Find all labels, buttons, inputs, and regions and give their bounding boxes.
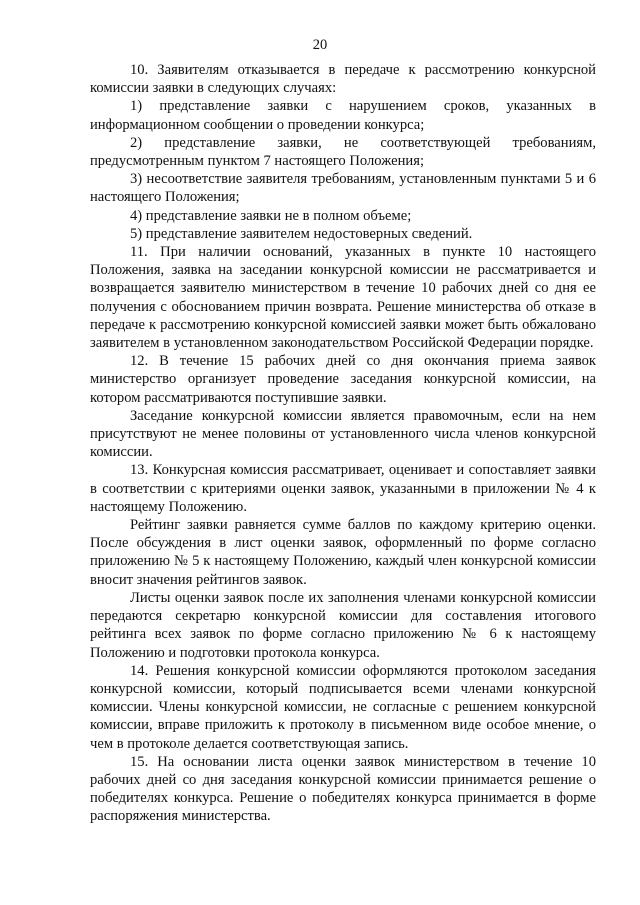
list-item-10-5: 5) представление заявителем недостоверных сведений. (130, 225, 473, 242)
paragraph-14: 14. Решения конкурсной комиссии оформляются протоколом заседания конкурсной комиссии, который подписывается всеми членами конкурсной комиссии. Члены конкурсной комиссии, не согласные с решением конкурсной комиссии, вправе приложить к протоколу в письменном виде особое мнение, о чем в протоколе делается соответствующая запись. (90, 662, 596, 752)
list-item-10-3: 3) несоответствие заявителя требованиям, установленным пунктами 5 и 6 настоящего Положения; (90, 171, 596, 206)
list-item-10-1: 1) представление заявки с нарушением сроков, указанных в информационном сообщении о проведении конкурса; (90, 98, 596, 133)
paragraph-13: 13. Конкурсная комиссия рассматривает, оценивает и сопоставляет заявки в соответствии с критериями оценки заявок, указанными в приложении № 4 к настоящему Положению. (90, 462, 596, 515)
paragraph-12: 12. В течение 15 рабочих дней со дня окончания приема заявок министерство организует проведение заседания конкурсной комиссии, на котором рассматриваются поступившие заявки. (90, 353, 596, 406)
paragraph-13-sheets: Листы оценки заявок после их заполнения членами конкурсной комиссии передаются секретарю конкурсной комиссии для составления итогового рейтинга всех заявок по форме согласно приложению № 6 к настоящему Положению и подготовки протокола конкурса. (90, 589, 596, 661)
list-item-10-4: 4) представление заявки не в полном объеме; (130, 207, 412, 224)
document-body (90, 61, 596, 826)
paragraph-13-rating: Рейтинг заявки равняется сумме баллов по каждому критерию оценки. После обсуждения в лист оценки заявок, оформленный по форме согласно приложению № 5 к настоящему Положению, каждый член конкурсной комиссии вносит значения рейтингов заявок. (90, 517, 596, 588)
page-number: 20 (312, 37, 328, 53)
paragraph-10: 10. Заявителям отказывается в передаче к рассмотрению конкурсной комиссии заявки в следующих случаях: (90, 62, 596, 97)
list-item-10-2: 2) представление заявки, не соответствующей требованиям, предусмотренным пунктом 7 настоящего Положения; (90, 134, 596, 170)
paragraph-12-quorum: Заседание конкурсной комиссии является правомочным, если на нем присутствуют не менее половины от установленного числа членов конкурсной комиссии. (90, 407, 596, 461)
paragraph-11: 11. При наличии оснований, указанных в пункте 10 настоящего Положения, заявка на заседании конкурсной комиссии не рассматривается и возвращается заявителю министерством в течение 10 рабочих дней со дня ее получения с обоснованием причин возврата. Решение министерства об отказе в передаче к рассмотрению конкурсной комиссией заявки может быть обжаловано заявителем в установленном законодательством Российской Федерации порядке. (90, 244, 596, 352)
paragraph-15: 15. На основании листа оценки заявок министерством в течение 10 рабочих дней со дня заседания конкурсной комиссии принимается решение о победителях конкурса. Решение о победителях конкурса принимается в форме распоряжения министерства. (90, 753, 596, 825)
